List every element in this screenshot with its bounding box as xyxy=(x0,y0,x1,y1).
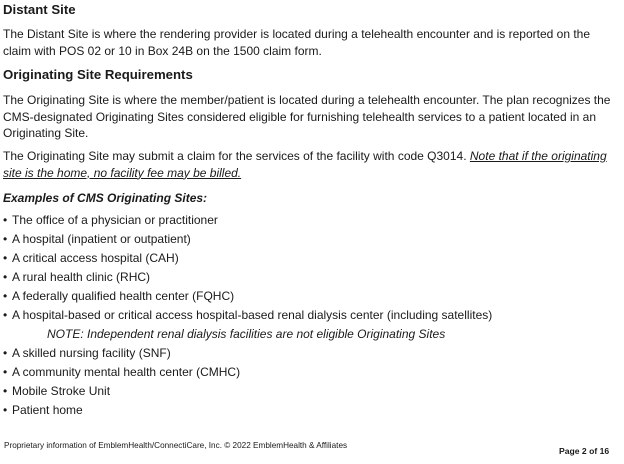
originating-site-paragraph: The Originating Site is where the member/patient is located during a telehealth encounter. The plan recognizes the CMS-designated Originating Sites considered eligible for furnishing telehealth services to a patient located in an Originating Site. xyxy=(3,93,611,141)
bullet-icon: • xyxy=(3,213,8,227)
distant-site-heading: Distant Site xyxy=(3,2,76,17)
bullet-icon: • xyxy=(3,270,8,284)
list-item: • A hospital (inpatient or outpatient) xyxy=(3,230,492,249)
claim-code-text: The Originating Site may submit a claim for the services of the facility with code Q3014. xyxy=(3,149,467,163)
list-item: • Mobile Stroke Unit xyxy=(3,382,492,401)
originating-site-claim-paragraph xyxy=(3,148,613,181)
footer-page-number: Page 2 of 16 xyxy=(559,446,610,456)
list-item: • Patient home xyxy=(3,401,492,420)
examples-list xyxy=(3,211,492,420)
distant-site-paragraph: The Distant Site is where the rendering provider is located during a telehealth encounter and is reported on the claim with POS 02 or 10 in Box 24B on the 1500 claim form. xyxy=(3,27,591,58)
list-item: • The office of a physician or practitioner xyxy=(3,211,492,230)
bullet-icon: • xyxy=(3,308,8,322)
bullet-icon: • xyxy=(3,251,8,265)
facility-fee-note: Note that if the originating site is the home, no facility fee may be billed. xyxy=(3,149,607,180)
bullet-icon: • xyxy=(3,346,8,360)
list-item: • A critical access hospital (CAH) xyxy=(3,249,492,268)
bullet-icon: • xyxy=(3,365,8,379)
dialysis-note: NOTE: Independent renal dialysis facilities are not eligible Originating Sites xyxy=(47,327,446,341)
bullet-icon: • xyxy=(3,232,8,246)
list-item: • A hospital-based or critical access hospital-based renal dialysis center (including satellites) xyxy=(3,306,492,325)
bullet-icon: • xyxy=(3,403,8,417)
originating-site-heading: Originating Site Requirements xyxy=(3,67,193,82)
bullet-icon: • xyxy=(3,289,8,303)
list-item: • A skilled nursing facility (SNF) xyxy=(3,344,492,363)
list-item: • A rural health clinic (RHC) xyxy=(3,268,492,287)
footer-proprietary: Proprietary information of EmblemHealth/ConnectiCare, Inc. © 2022 EmblemHealth & Affiliates xyxy=(4,441,348,450)
list-item: • A federally qualified health center (FQHC) xyxy=(3,287,492,306)
list-item: • A community mental health center (CMHC) xyxy=(3,363,492,382)
examples-heading: Examples of CMS Originating Sites: xyxy=(3,191,208,205)
bullet-icon: • xyxy=(3,384,8,398)
